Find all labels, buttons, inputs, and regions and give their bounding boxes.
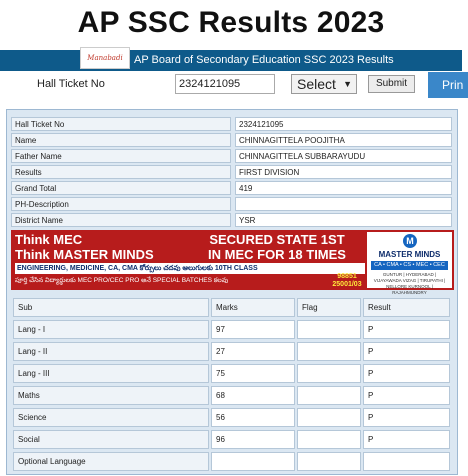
master-minds-cities: GUNTUR | HYDERABAD | VIJAYAWADA VIZAG | TIRUPATHI | NELLORE KURNOOL | RAJAHMUNDRY	[373, 272, 446, 295]
student-detail-row	[11, 133, 452, 147]
student-detail-row	[11, 149, 452, 163]
marks-row	[13, 452, 450, 471]
detail-label: District Name	[11, 213, 231, 227]
ad-courses-line: ENGINEERING, MEDICINE, CA, CMA కోర్సులు చదవు ఆలుగులకు 10TH CLASS	[15, 263, 365, 274]
subject-cell: Lang - I	[13, 320, 209, 339]
marks-cell: 97	[211, 320, 295, 339]
flag-cell	[297, 364, 361, 383]
student-detail-row	[11, 181, 452, 195]
detail-label: Results	[11, 165, 231, 179]
flag-cell	[297, 320, 361, 339]
marks-row	[13, 320, 450, 339]
hall-ticket-input[interactable]: 2324121095	[175, 74, 275, 94]
master-minds-brand	[367, 232, 452, 295]
master-minds-logo-icon: M	[403, 234, 417, 248]
detail-value	[235, 197, 452, 211]
detail-value: 419	[235, 181, 452, 195]
subject-cell: Lang - III	[13, 364, 209, 383]
detail-value: YSR	[235, 213, 452, 227]
student-detail-row	[11, 165, 452, 179]
master-minds-courses: CA • CMA • CS • MEC • CEC	[371, 261, 448, 270]
subject-cell: Lang - II	[13, 342, 209, 361]
detail-label: Name	[11, 133, 231, 147]
marks-cell: 68	[211, 386, 295, 405]
column-header-marks: Marks	[211, 298, 295, 317]
marks-cell: 75	[211, 364, 295, 383]
detail-label: Grand Total	[11, 181, 231, 195]
result-cell: P	[363, 430, 450, 449]
subject-cell: Social	[13, 430, 209, 449]
ad-secured-text: SECURED STATE 1ST IN MEC FOR 18 TIMES	[208, 232, 346, 262]
marks-row	[13, 430, 450, 449]
ad-think-text: Think MEC Think MASTER MINDS	[15, 232, 154, 262]
results-panel	[6, 109, 458, 475]
detail-label: PH-Description	[11, 197, 231, 211]
search-form	[0, 72, 462, 98]
marks-cell: 96	[211, 430, 295, 449]
marks-row	[13, 364, 450, 383]
result-cell	[363, 452, 450, 471]
student-detail-row	[11, 213, 452, 227]
subject-cell: Science	[13, 408, 209, 427]
page-title: AP SSC Results 2023	[77, 6, 385, 39]
ad-special-batches-line: పూర్తి చేసిన విద్యార్థులకు MEC PRO/CEC PRO అనే SPECIAL BATCHES కలవు	[15, 277, 229, 284]
board-title: AP Board of Secondary Education SSC 2023 Results	[134, 54, 394, 66]
marks-header-row	[13, 298, 450, 317]
subject-cell: Optional Language	[13, 452, 209, 471]
student-detail-row	[11, 197, 452, 211]
master-minds-ad-banner[interactable]	[11, 230, 454, 295]
result-cell: P	[363, 320, 450, 339]
marks-row	[13, 408, 450, 427]
detail-value: CHINNAGITTELA POOJITHA	[235, 133, 452, 147]
result-cell: P	[363, 364, 450, 383]
flag-cell	[297, 452, 361, 471]
result-cell: P	[363, 342, 450, 361]
hall-ticket-label: Hall Ticket No	[37, 78, 105, 90]
board-header-bar	[0, 50, 462, 71]
detail-label: Father Name	[11, 149, 231, 163]
master-minds-name: MASTER MINDS	[378, 250, 441, 259]
exam-select-value: Select	[297, 76, 336, 92]
chevron-down-icon: ▼	[343, 79, 352, 89]
result-cell: P	[363, 386, 450, 405]
marks-cell	[211, 452, 295, 471]
marks-cell: 27	[211, 342, 295, 361]
flag-cell	[297, 386, 361, 405]
student-detail-row	[11, 117, 452, 131]
flag-cell	[297, 342, 361, 361]
flag-cell	[297, 408, 361, 427]
exam-select[interactable]	[291, 74, 357, 94]
detail-label: Hall Ticket No	[11, 117, 231, 131]
marks-row	[13, 342, 450, 361]
column-header-flag: Flag	[297, 298, 361, 317]
ad-phone-number: 98851 25001/03	[332, 273, 362, 288]
manabadi-logo[interactable]: Manabadi	[80, 47, 130, 69]
column-header-result: Result	[363, 298, 450, 317]
result-cell: P	[363, 408, 450, 427]
detail-value: FIRST DIVISION	[235, 165, 452, 179]
marks-row	[13, 386, 450, 405]
column-header-sub: Sub	[13, 298, 209, 317]
marks-table	[11, 295, 452, 474]
detail-value: 2324121095	[235, 117, 452, 131]
subject-cell: Maths	[13, 386, 209, 405]
print-button[interactable]: Prin	[428, 72, 468, 98]
marks-cell: 56	[211, 408, 295, 427]
flag-cell	[297, 430, 361, 449]
student-details-table	[11, 115, 452, 229]
detail-value: CHINNAGITTELA SUBBARAYUDU	[235, 149, 452, 163]
submit-button[interactable]: Submit	[368, 75, 415, 93]
